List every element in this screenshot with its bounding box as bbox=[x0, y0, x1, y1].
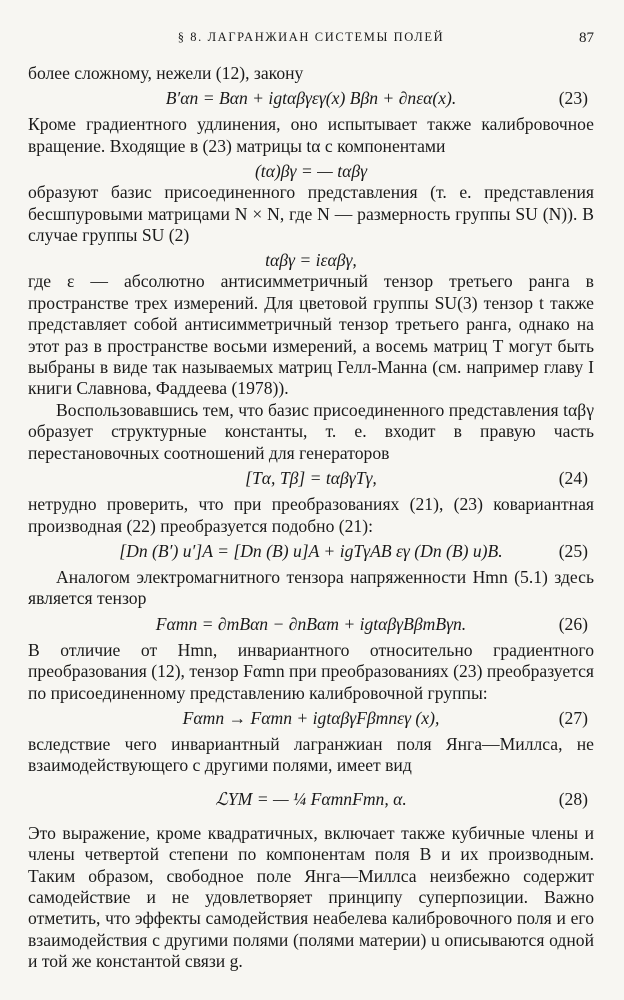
paragraph: нетрудно проверить, что при преобразованиях (21), (23) ковариантная производная (22) преобразуется подобно (21): bbox=[28, 494, 594, 536]
paragraph: Это выражение, кроме квадратичных, включает также кубичные члены и члены четвертой степени по компонентам поля B и их производным. Таким образом, свободное поле Янга—Миллса неизбежно содержит самодействие и не удовлетворяет принципу суперпозиции. Важно отметить, что эффекты самодействия неабелева калибровочного поля и его взаимодействия с другими полями (полями материи) u описываются одной и той же константой связи g. bbox=[28, 822, 594, 972]
equation-formula: B′αn = Bαn + igtαβγεγ(x) Bβn + ∂nεα(x). bbox=[165, 88, 457, 109]
paragraph: В отличие от Hmn, инвариантного относительно градиентного преобразования (12), тензор Fαmn при преобразованиях (23) преобразуется по присоединенному представлению калибровочной группы: bbox=[28, 639, 594, 703]
equation bbox=[28, 246, 594, 271]
equation bbox=[28, 777, 594, 823]
equation bbox=[28, 157, 594, 182]
equation-number: (25) bbox=[558, 540, 588, 561]
equation-formula: Fαmn → Fαmn + igtαβγFβmnεγ (x), bbox=[182, 707, 440, 728]
paragraph: более сложному, нежели (12), закону bbox=[28, 63, 304, 83]
page-header bbox=[28, 30, 594, 50]
paragraph: Кроме градиентного удлинения, оно испытывает также калибровочное вращение. Входящие в (23) матрицы tα с компонентами bbox=[28, 114, 594, 156]
running-title: § 8. ЛАГРАНЖИАН СИСТЕМЫ ПОЛЕЙ bbox=[177, 30, 445, 44]
equation-formula: [Tα, Tβ] = tαβγTγ, bbox=[245, 468, 377, 489]
paragraph: Воспользовавшись тем, что базис присоединенного представления tαβγ образует структурные константы, т. е. входит в правую часть перестановочных соотношений для генераторов bbox=[28, 399, 594, 463]
page-body bbox=[28, 63, 594, 973]
paragraph: где ε — абсолютно антисимметричный тензор третьего ранга в пространстве трех измерений. Для цветовой группы SU(3) тензор t также представляет собой антисимметричный тензор третьего ранга, однако на этот раз в пространстве восьми измерений, а восемь матриц T могут быть выбраны в виде так называемых матриц Гелл-Манна (см. например главу I книги Славнова, Фаддеева (1978)). bbox=[28, 271, 594, 399]
page-number: 87 bbox=[579, 30, 594, 46]
equation-number: (24) bbox=[558, 468, 588, 489]
equation-formula: (tα)βγ = — tαβγ bbox=[254, 161, 368, 182]
equation-formula: ℒYM = — ¼ FαmnFmn, α. bbox=[215, 788, 407, 809]
equation-formula: Fαmn = ∂mBαn − ∂nBαm + igtαβγBβmBγn. bbox=[155, 613, 467, 634]
paragraph: вследствие чего инвариантный лагранжиан поля Янга—Миллса, не взаимодействующего с другими полями, имеет вид bbox=[28, 733, 594, 776]
equation-formula: [Dn (B′) u′]A = [Dn (B) u]A + igTγAB εγ (Dn (B) u)B. bbox=[119, 540, 503, 561]
equation bbox=[28, 537, 594, 567]
equation bbox=[28, 610, 594, 640]
equation bbox=[28, 464, 594, 494]
equation bbox=[28, 84, 594, 114]
paragraph: Аналогом электромагнитного тензора напряженности Hmn (5.1) здесь является тензор bbox=[28, 566, 594, 609]
equation-formula: tαβγ = iεαβγ, bbox=[265, 250, 357, 271]
equation-number: (28) bbox=[558, 788, 588, 809]
paragraph: образуют базис присоединенного представления (т. е. представления бесшпуровыми матрицами N × N, где N — размерность группы SU (N)). В случае группы SU (2) bbox=[28, 182, 594, 246]
equation-number: (23) bbox=[558, 88, 588, 109]
equation-number: (27) bbox=[558, 707, 588, 728]
equation-number: (26) bbox=[558, 613, 588, 634]
equation bbox=[28, 704, 594, 734]
